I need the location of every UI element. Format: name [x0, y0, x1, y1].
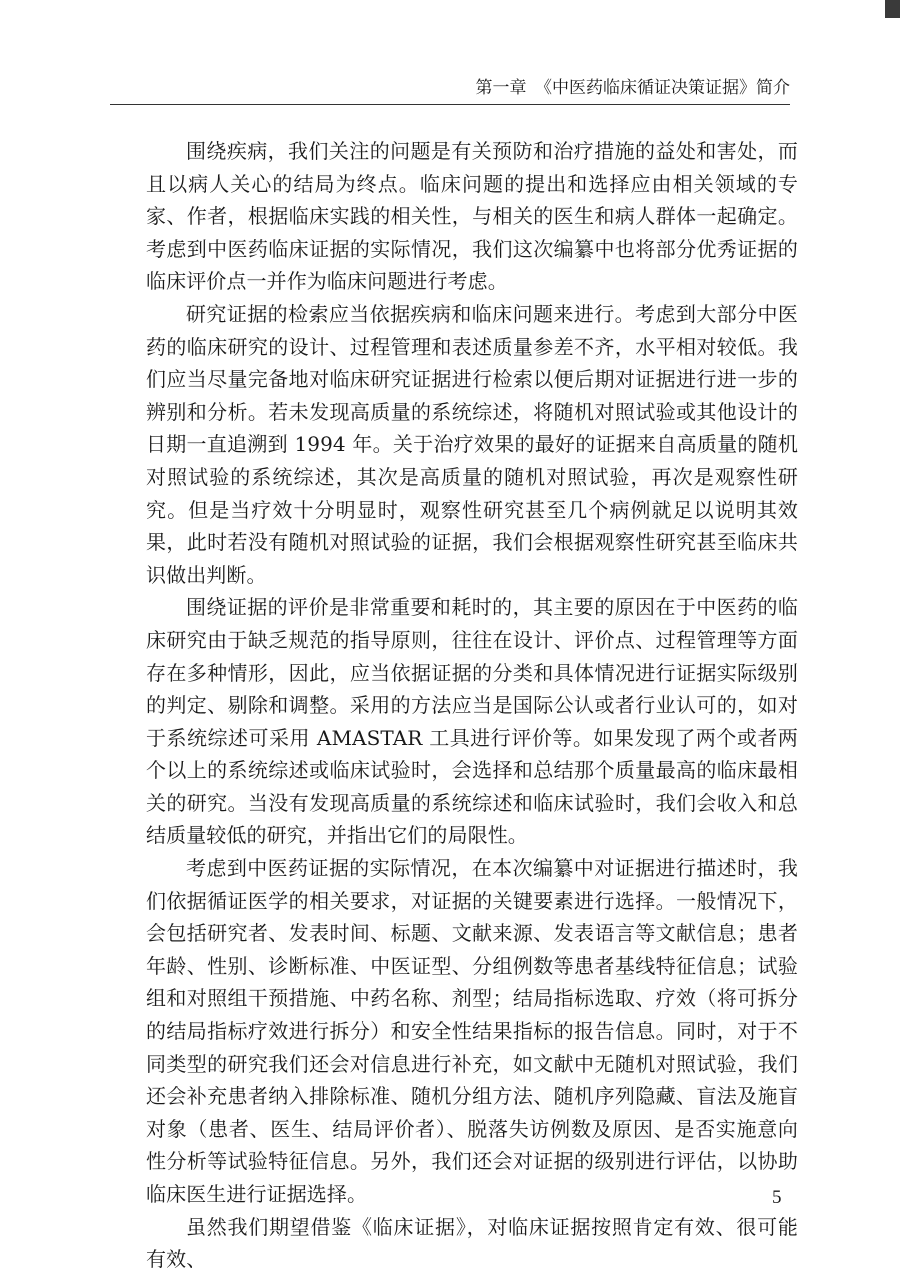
body-text	[146, 135, 798, 1276]
page-number: 5	[772, 1187, 782, 1208]
paragraph-2: 研究证据的检索应当依据疾病和临床问题来进行。考虑到大部分中医药的临床研究的设计、过程管理和表述质量参差不齐，水平相对较低。我们应当尽量完备地对临床研究证据进行检索以便后期对证据进行进一步的辨别和分析。若未发现高质量的系统综述，将随机对照试验或其他设计的日期一直追溯到 1994 年。关于治疗效果的最好的证据来自高质量的随机对照试验的系统综述，其次是高质量的随机对照试验，再次是观察性研究。但是当疗效十分明显时，观察性研究甚至几个病例就足以说明其效果，此时若没有随机对照试验的证据，我们会根据观察性研究甚至临床共识做出判断。	[146, 301, 798, 587]
paragraph-3: 围绕证据的评价是非常重要和耗时的，其主要的原因在于中医药的临床研究由于缺乏规范的指导原则，往往在设计、评价点、过程管理等方面存在多种情形，因此，应当依据证据的分类和具体情况进行证据实际级别的判定、剔除和调整。采用的方法应当是国际公认或者行业认可的，如对于系统综述可采用 AMASTAR 工具进行评价等。如果发现了两个或者两个以上的系统综述或临床试验时，会选择和总结那个质量最高的临床最相关的研究。当没有发现高质量的系统综述和临床试验时，我们会收入和总结质量较低的研究，并指出它们的局限性。	[146, 595, 798, 848]
paragraph-4: 考虑到中医药证据的实际情况，在本次编纂中对证据进行描述时，我们依据循证医学的相关要求，对证据的关键要素进行选择。一般情况下，会包括研究者、发表时间、标题、文献来源、发表语言等文献信息；患者年龄、性别、诊断标准、中医证型、分组例数等患者基线特征信息；试验组和对照组干预措施、中药名称、剂型；结局指标选取、疗效（将可拆分的结局指标疗效进行拆分）和安全性结果指标的报告信息。同时，对于不同类型的研究我们还会对信息进行补充，如文献中无随机对照试验，我们还会补充患者纳入排除标准、随机分组方法、随机序列隐藏、盲法及施盲对象（患者、医生、结局评价者）、脱落失访例数及原因、是否实施意向性分析等试验特征信息。另外，我们还会对证据的级别进行评估，以协助临床医生进行证据选择。	[146, 856, 798, 1206]
chapter-title: 第一章 《中医药临床循证决策证据》简介	[475, 78, 790, 98]
running-header	[110, 76, 790, 105]
corner-mark	[885, 0, 900, 18]
paragraph-5: 虽然我们期望借鉴《临床证据》，对临床证据按照肯定有效、很可能有效、	[146, 1214, 798, 1272]
paragraph-1: 围绕疾病，我们关注的问题是有关预防和治疗措施的益处和害处，而且以病人关心的结局为终点。临床问题的提出和选择应由相关领域的专家、作者，根据临床实践的相关性，与相关的医生和病人群体一起确定。考虑到中医药临床证据的实际情况，我们这次编纂中也将部分优秀证据的临床评价点一并作为临床问题进行考虑。	[146, 139, 798, 294]
